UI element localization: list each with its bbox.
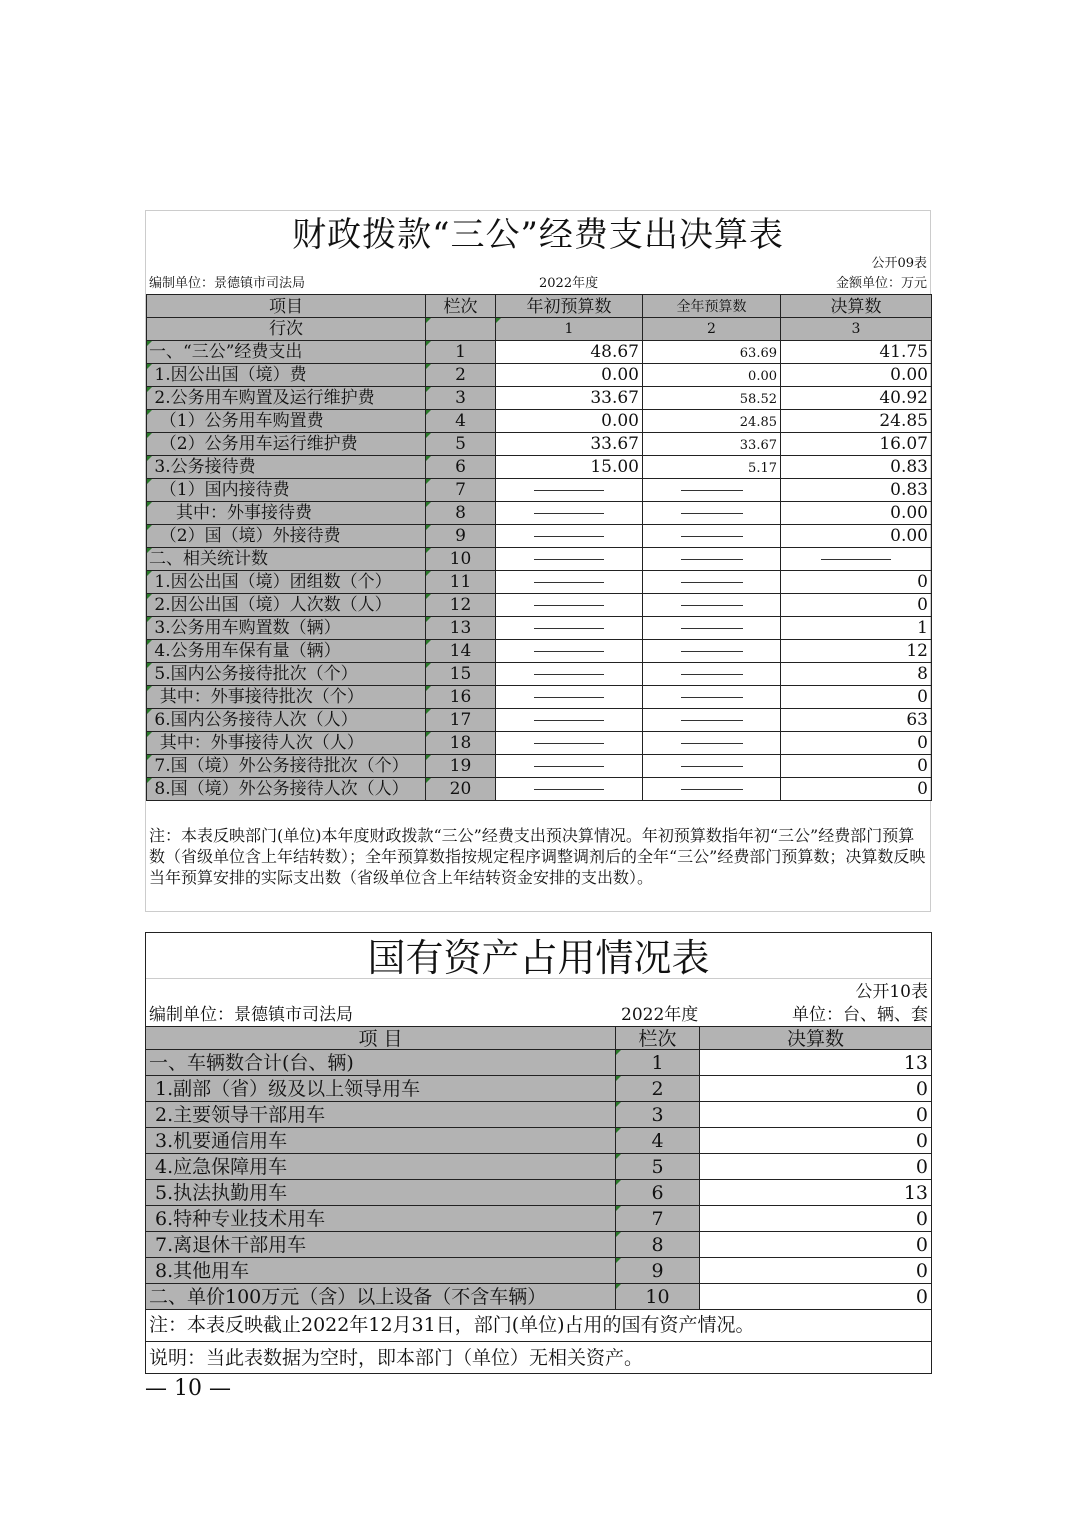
dash-mark	[534, 513, 604, 514]
table1-value-cell	[496, 548, 643, 571]
table1-value-cell: 58.52	[643, 387, 781, 410]
dash-mark	[681, 743, 743, 744]
table1-item-cell: 8.国（境）外公务接待人次（人）	[146, 778, 426, 801]
table2-value-cell: 0	[700, 1206, 931, 1232]
table1-value-cell	[643, 548, 781, 571]
table2-header-cell: 栏次	[616, 1026, 700, 1050]
table1-no-cell: 11	[426, 571, 496, 594]
table2-item-cell: 1.副部（省）级及以上领导用车	[146, 1076, 616, 1102]
table1-value-cell: 5.17	[643, 456, 781, 479]
dash-mark	[534, 720, 604, 721]
dash-mark	[681, 605, 743, 606]
table2-row	[146, 1050, 931, 1076]
table2-row	[146, 1180, 931, 1206]
table1-value-cell: 0	[781, 755, 932, 778]
table1-row	[146, 341, 932, 364]
table1-value-cell: 41.75	[781, 341, 932, 364]
table1-no-cell: 13	[426, 617, 496, 640]
table2-item-cell: 6.特种专业技术用车	[146, 1206, 616, 1232]
table1-item-cell: （2）公务用车运行维护费	[146, 433, 426, 456]
dash-mark	[534, 674, 604, 675]
dash-mark	[821, 559, 891, 560]
table2-value-cell: 0	[700, 1232, 931, 1258]
table2-item-cell: 3.机要通信用车	[146, 1128, 616, 1154]
table1-no-cell: 19	[426, 755, 496, 778]
table1-unit-label: 编制单位：景德镇市司法局	[149, 276, 306, 291]
table1-row	[146, 548, 932, 571]
table1-header-cell: 年初预算数	[496, 294, 643, 318]
table2-no-cell: 8	[616, 1232, 700, 1258]
table1-value-cell	[643, 640, 781, 663]
table2-no-cell: 9	[616, 1258, 700, 1284]
table1-no-cell: 15	[426, 663, 496, 686]
table1-value-cell	[496, 571, 643, 594]
table1-no-cell: 6	[426, 456, 496, 479]
table1-subheader-cell: 2	[643, 318, 781, 341]
table1-value-cell: 33.67	[496, 433, 643, 456]
table1-value-cell	[643, 594, 781, 617]
table2-row	[146, 1128, 931, 1154]
table1-item-cell: 7.国（境）外公务接待批次（个）	[146, 755, 426, 778]
table1-value-cell	[643, 778, 781, 801]
table1-value-cell	[643, 755, 781, 778]
table1-row	[146, 732, 932, 755]
table1-no-cell: 20	[426, 778, 496, 801]
table1-value-cell: 0	[781, 778, 932, 801]
table1-no-cell: 10	[426, 548, 496, 571]
table1-item-cell: （1）国内接待费	[146, 479, 426, 502]
table1-row	[146, 456, 932, 479]
table2-header-cell: 项 目	[146, 1026, 616, 1050]
table1-value-cell: 0	[781, 571, 932, 594]
dash-mark	[681, 628, 743, 629]
dash-mark	[534, 743, 604, 744]
table2-no-cell: 2	[616, 1076, 700, 1102]
table2-row	[146, 1284, 931, 1310]
table1-value-cell	[496, 640, 643, 663]
table1-row	[146, 433, 932, 456]
table1-no-cell: 7	[426, 479, 496, 502]
table1-no-cell: 16	[426, 686, 496, 709]
state-assets-table	[145, 932, 932, 1374]
table1-subheader-row	[146, 318, 932, 341]
table1-form-no: 公开09表	[871, 256, 927, 271]
table1-value-cell: 0	[781, 732, 932, 755]
table1-value-cell	[496, 755, 643, 778]
table1-row	[146, 778, 932, 801]
table1-value-cell: 48.67	[496, 341, 643, 364]
table1-value-cell	[496, 479, 643, 502]
table1-no-cell: 14	[426, 640, 496, 663]
table1-value-cell	[643, 709, 781, 732]
table1-row	[146, 364, 932, 387]
table1-value-cell	[496, 709, 643, 732]
dash-mark	[681, 651, 743, 652]
table1-value-cell: 0	[781, 594, 932, 617]
table2-header-cell: 决算数	[700, 1026, 931, 1050]
table2-row	[146, 1206, 931, 1232]
page-number: — 10 —	[145, 1376, 231, 1401]
table2-value-cell: 13	[700, 1050, 931, 1076]
table1-value-cell	[496, 732, 643, 755]
table1-value-cell: 0	[781, 686, 932, 709]
table1-note: 注：本表反映部门(单位)本年度财政拨款“三公”经费支出预决算情况。年初预算数指年初“三公”经费部门预算数（省级单位含上年结转数）；全年预算数指按规定程序调整调剂后的全年“三公”经费部门预算数；决算数反映当年预算安排的实际支出数（省级单位含上年结转资金安排的支出数）。	[149, 826, 926, 887]
table2-row	[146, 1154, 931, 1180]
dash-mark	[681, 559, 743, 560]
table2-item-cell: 8.其他用车	[146, 1258, 616, 1284]
table1-subheader-cell: 1	[496, 318, 643, 341]
dash-mark	[681, 513, 743, 514]
table1-row	[146, 525, 932, 548]
table1-subheader-cell: 行次	[146, 318, 426, 341]
table2-value-cell: 0	[700, 1154, 931, 1180]
table1-row	[146, 410, 932, 433]
table1-value-cell	[643, 479, 781, 502]
table1-item-cell: 1.因公出国（境）费	[146, 364, 426, 387]
table1-no-cell: 9	[426, 525, 496, 548]
table1-value-cell: 0.00	[643, 364, 781, 387]
table2-header-row	[146, 1026, 931, 1050]
table1-no-cell: 1	[426, 341, 496, 364]
table1-value-cell: 0.00	[781, 525, 932, 548]
dash-mark	[681, 536, 743, 537]
table2-no-cell: 10	[616, 1284, 700, 1310]
table1-row	[146, 594, 932, 617]
table1-value-cell	[643, 732, 781, 755]
table2-value-cell: 0	[700, 1258, 931, 1284]
table1-item-cell: 其中：外事接待批次（个）	[146, 686, 426, 709]
table1-value-cell: 24.85	[643, 410, 781, 433]
table2-item-cell: 二、单价100万元（含）以上设备（不含车辆）	[146, 1284, 616, 1310]
table1-value-cell	[781, 548, 932, 571]
table1-value-cell: 0.00	[781, 502, 932, 525]
table2-form-no: 公开10表	[855, 982, 928, 1002]
table1-item-cell: （2）国（境）外接待费	[146, 525, 426, 548]
table2-row	[146, 1076, 931, 1102]
table2-item-cell: 5.执法执勤用车	[146, 1180, 616, 1206]
table2-unit-label: 编制单位：景德镇市司法局	[149, 1005, 353, 1025]
table1-value-cell: 40.92	[781, 387, 932, 410]
dash-mark	[534, 628, 604, 629]
table2-no-cell: 4	[616, 1128, 700, 1154]
table1-value-cell: 0.00	[781, 364, 932, 387]
dash-mark	[681, 582, 743, 583]
table1-value-cell	[496, 525, 643, 548]
dash-mark	[534, 651, 604, 652]
table1-item-cell: 2.公务用车购置及运行维护费	[146, 387, 426, 410]
table1-no-cell: 5	[426, 433, 496, 456]
table1-value-cell: 0.83	[781, 456, 932, 479]
table1-no-cell: 2	[426, 364, 496, 387]
table1-row	[146, 686, 932, 709]
table1-row	[146, 755, 932, 778]
table1-year: 2022年度	[539, 276, 599, 291]
table1-item-cell: 其中：外事接待人次（人）	[146, 732, 426, 755]
dash-mark	[681, 789, 743, 790]
table1-value-cell: 33.67	[643, 433, 781, 456]
table1-item-cell: 3.公务接待费	[146, 456, 426, 479]
table2-note2: 说明：当此表数据为空时，即本部门（单位）无相关资产。	[149, 1347, 644, 1369]
table1-value-cell	[643, 571, 781, 594]
table1-header-row	[146, 294, 932, 318]
table1-subheader-cell: 3	[781, 318, 932, 341]
table1-row	[146, 387, 932, 410]
table2-item-cell: 一、车辆数合计(台、辆)	[146, 1050, 616, 1076]
table2-unit: 单位：台、辆、套	[792, 1005, 928, 1025]
table1-item-cell: 3.公务用车购置数（辆）	[146, 617, 426, 640]
table2-no-cell: 3	[616, 1102, 700, 1128]
table1-no-cell: 3	[426, 387, 496, 410]
three-public-expenses-table	[145, 210, 931, 912]
table1-value-cell	[496, 594, 643, 617]
table1-row	[146, 479, 932, 502]
table1-no-cell: 12	[426, 594, 496, 617]
table1-value-cell	[496, 663, 643, 686]
table1-value-cell: 63.69	[643, 341, 781, 364]
dash-mark	[681, 766, 743, 767]
table1-value-cell	[496, 502, 643, 525]
table1-no-cell: 8	[426, 502, 496, 525]
table2-value-cell: 0	[700, 1128, 931, 1154]
dash-mark	[534, 559, 604, 560]
table1-value-cell: 15.00	[496, 456, 643, 479]
table2-value-cell: 0	[700, 1284, 931, 1310]
table1-amount-unit: 金额单位：万元	[835, 276, 927, 291]
table1-value-cell	[496, 778, 643, 801]
table1-row	[146, 571, 932, 594]
table1-no-cell: 18	[426, 732, 496, 755]
table1-title: 财政拨款“三公”经费支出决算表	[292, 215, 784, 255]
table1-item-cell: 1.因公出国（境）团组数（个）	[146, 571, 426, 594]
table1-value-cell	[496, 617, 643, 640]
table1-value-cell: 33.67	[496, 387, 643, 410]
dash-mark	[534, 789, 604, 790]
table1-value-cell: 24.85	[781, 410, 932, 433]
table1-row	[146, 617, 932, 640]
table1-value-cell: 0.00	[496, 410, 643, 433]
table1-value-cell	[496, 686, 643, 709]
dash-mark	[534, 536, 604, 537]
table1-value-cell: 16.07	[781, 433, 932, 456]
dash-mark	[534, 605, 604, 606]
table1-item-cell: 一、“三公”经费支出	[146, 341, 426, 364]
table1-value-cell: 0.00	[496, 364, 643, 387]
table2-item-cell: 2.主要领导干部用车	[146, 1102, 616, 1128]
table1-item-cell: 4.公务用车保有量（辆）	[146, 640, 426, 663]
table1-item-cell: 5.国内公务接待批次（个）	[146, 663, 426, 686]
table2-title: 国有资产占用情况表	[146, 933, 931, 979]
dash-mark	[534, 490, 604, 491]
table1-header-cell: 栏次	[426, 294, 496, 318]
table2-item-cell: 4.应急保障用车	[146, 1154, 616, 1180]
dash-mark	[681, 697, 743, 698]
table2-no-cell: 6	[616, 1180, 700, 1206]
dash-mark	[681, 674, 743, 675]
table1-value-cell	[643, 617, 781, 640]
table1-value-cell	[643, 686, 781, 709]
table1-value-cell	[643, 525, 781, 548]
table2-no-cell: 1	[616, 1050, 700, 1076]
table1-item-cell: 6.国内公务接待人次（人）	[146, 709, 426, 732]
table1-row	[146, 663, 932, 686]
table2-value-cell: 13	[700, 1180, 931, 1206]
table2-note1: 注：本表反映截止2022年12月31日，部门(单位)占用的国有资产情况。	[149, 1314, 755, 1336]
table1-header-cell: 全年预算数	[643, 294, 781, 318]
table2-row	[146, 1102, 931, 1128]
table1-item-cell: 2.因公出国（境）人次数（人）	[146, 594, 426, 617]
table1-no-cell: 17	[426, 709, 496, 732]
table1-value-cell: 0.83	[781, 479, 932, 502]
table2-value-cell: 0	[700, 1076, 931, 1102]
table2-value-cell: 0	[700, 1102, 931, 1128]
dash-mark	[534, 697, 604, 698]
table1-row	[146, 640, 932, 663]
table1-item-cell: 其中：外事接待费	[146, 502, 426, 525]
dash-mark	[534, 582, 604, 583]
table1-subheader-cell	[426, 318, 496, 341]
table1-item-cell: 二、相关统计数	[146, 548, 426, 571]
table1-value-cell: 1	[781, 617, 932, 640]
table1-row	[146, 709, 932, 732]
table1-value-cell: 63	[781, 709, 932, 732]
table1-row	[146, 502, 932, 525]
table2-no-cell: 5	[616, 1154, 700, 1180]
table2-row	[146, 1258, 931, 1284]
table1-header-cell: 决算数	[781, 294, 932, 318]
table1-item-cell: （1）公务用车购置费	[146, 410, 426, 433]
dash-mark	[681, 720, 743, 721]
table2-no-cell: 7	[616, 1206, 700, 1232]
table2-year: 2022年度	[621, 1005, 699, 1025]
table1-no-cell: 4	[426, 410, 496, 433]
table1-value-cell	[643, 663, 781, 686]
table1-header-cell: 项目	[146, 294, 426, 318]
table1-value-cell: 12	[781, 640, 932, 663]
table1-value-cell: 8	[781, 663, 932, 686]
table2-row	[146, 1232, 931, 1258]
dash-mark	[681, 490, 743, 491]
table2-item-cell: 7.离退休干部用车	[146, 1232, 616, 1258]
dash-mark	[534, 766, 604, 767]
table1-value-cell	[643, 502, 781, 525]
